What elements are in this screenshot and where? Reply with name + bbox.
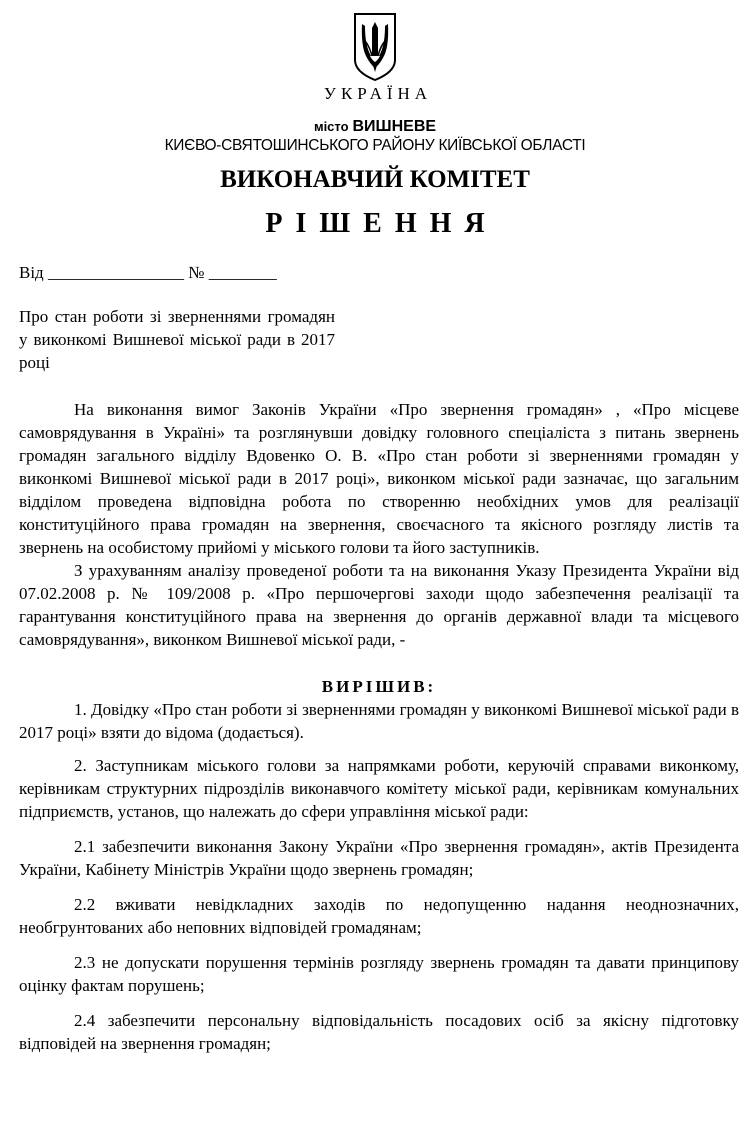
item-2-2: 2.2 вживати невідкладних заходів по недопущенню надання неоднозначних, необгрунтованих або неповних відповідей громадянам; (19, 895, 739, 937)
number-blank: ________ (208, 263, 277, 282)
city-name: ВИШНЕВЕ (352, 118, 437, 135)
trident-coat-of-arms-icon (352, 12, 398, 82)
decision-title: РІШЕННЯ (265, 208, 498, 239)
city-line (0, 118, 750, 136)
document-body (19, 398, 739, 1055)
city-label: місто (313, 119, 349, 134)
item-2-4: 2.4 забезпечити персональну відповідальність посадових осіб за якісну підготовку відповідей на звернення громадян; (19, 1011, 739, 1053)
date-from-label: Від (19, 263, 44, 282)
country-name: УКРАЇНА (323, 84, 433, 103)
resolved-heading: ВИРІШИВ: (321, 677, 437, 696)
item-1: 1. Довідку «Про стан роботи зі зверненнями громадян у виконкомі Вишневої міської ради в 2017 році» взяти до відома (додається). (19, 700, 739, 742)
number-label: № (188, 263, 205, 282)
item-2-1: 2.1 забезпечити виконання Закону України «Про звернення громадян», актів Президента України, Кабінету Міністрів України щодо звернень громадян; (19, 837, 739, 879)
paragraph-basis: З урахуванням аналізу проведеної роботи та на виконання Указу Президента України від 07.02.2008 р. № 109/2008 р. «Про першочергові заходи щодо забезпечення реалізації та гарантування конституційного права на звернення до органів державної влади та місцевого самоврядування», виконком Вишневої міської ради, - (19, 561, 739, 649)
decision-subject: Про стан роботи зі зверненнями громадян у виконкомі Вишневої міської ради в 2017 році (19, 307, 335, 372)
paragraph-preamble: На виконання вимог Законів України «Про звернення громадян» , «Про місцеве самоврядування в Україні» та розглянувши довідку головного спеціаліста з питань звернень громадян загального відділу Вдовенко О. В. «Про стан роботи зі зверненнями громадян у виконкомі Вишневої міської ради в 2017 році», виконком міської ради зазначає, що загальним відділом проведена відповідна робота по створенню необхідних умов для реалізації конституційного права громадян на звернення, своєчасного та якісного розгляду листів та звернень на особистому прийомі у міського голови та його заступників. (19, 400, 739, 557)
date-number-line (19, 263, 277, 283)
item-2-3: 2.3 не допускати порушення термінів розгляду звернень громадян та давати принципову оцінку фактам порушень; (19, 953, 739, 995)
item-2: 2. Заступникам міського голови за напрямками роботи, керуючій справами виконкому, керівникам структурних підрозділів виконавчого комітету міської ради, керівникам комунальних підприємств, установ, що належать до сфери управління міської ради: (19, 756, 739, 821)
date-blank: ________________ (47, 263, 184, 282)
committee-title: ВИКОНАВЧИЙ КОМІТЕТ (220, 166, 530, 193)
district-line: КИЄВО-СВЯТОШИНСЬКОГО РАЙОНУ КИЇВСЬКОЇ ОБЛАСТІ (164, 137, 586, 154)
